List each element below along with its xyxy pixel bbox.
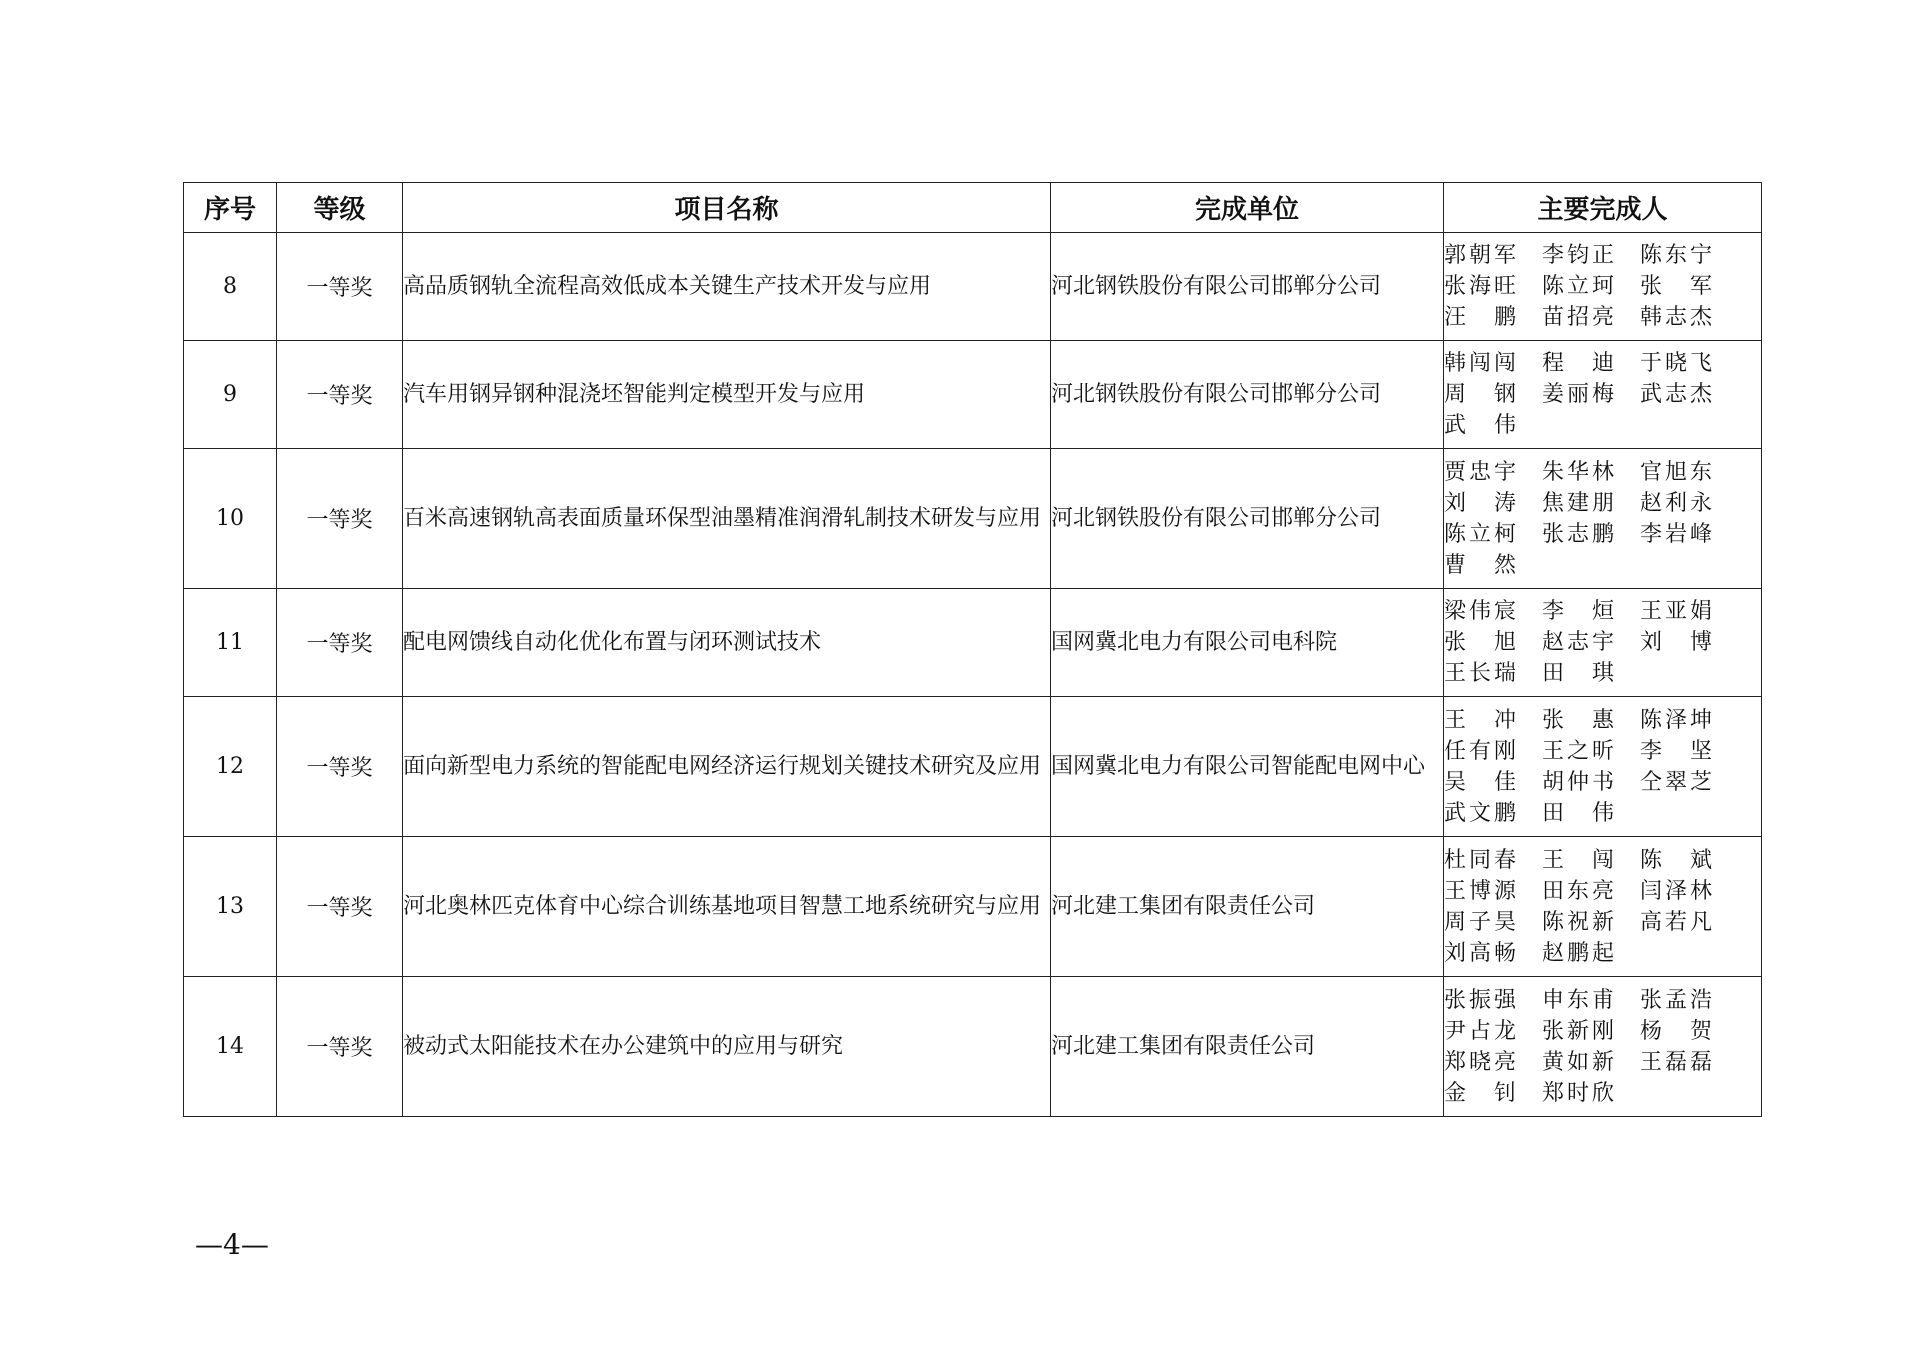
person-name: 杜同春	[1444, 847, 1516, 873]
person-name: 王亚娟	[1640, 599, 1712, 624]
row-people	[1444, 977, 1762, 1117]
people-grid	[1444, 240, 1761, 333]
person-name: 王博源	[1444, 878, 1516, 904]
people-grid	[1444, 985, 1761, 1109]
person-name: 于晓飞	[1640, 351, 1712, 376]
person-name: 田琪	[1542, 661, 1614, 686]
person-name: 王磊磊	[1640, 1049, 1712, 1075]
row-unit: 国网冀北电力有限公司智能配电网中心	[1051, 697, 1444, 837]
person-name: 曹然	[1444, 552, 1516, 578]
row-unit: 河北钢铁股份有限公司邯郸分公司	[1051, 341, 1444, 449]
person-name: 黄如新	[1542, 1049, 1614, 1075]
person-name: 刘涛	[1444, 490, 1516, 516]
person-name: 汪鹏	[1444, 305, 1516, 330]
people-grid	[1444, 845, 1761, 969]
person-name: 申东甫	[1542, 987, 1614, 1013]
row-project-name: 百米高速钢轨高表面质量环保型油墨精准润滑轧制技术研发与应用	[403, 449, 1051, 589]
row-project-name: 面向新型电力系统的智能配电网经济运行规划关键技术研究及应用	[403, 697, 1051, 837]
header-row	[184, 183, 1762, 233]
row-level: 一等奖	[277, 697, 403, 837]
person-name: 陈泽坤	[1640, 707, 1712, 733]
person-name: 贾忠宇	[1444, 459, 1516, 485]
row-level: 一等奖	[277, 977, 403, 1117]
header-people: 主要完成人	[1444, 183, 1762, 233]
person-name: 李坚	[1640, 738, 1712, 764]
row-unit: 国网冀北电力有限公司电科院	[1051, 589, 1444, 697]
person-name: 陈斌	[1640, 847, 1712, 873]
row-level: 一等奖	[277, 837, 403, 977]
row-project-name: 被动式太阳能技术在办公建筑中的应用与研究	[403, 977, 1051, 1117]
row-project-name: 配电网馈线自动化优化布置与闭环测试技术	[403, 589, 1051, 697]
person-name: 陈立柯	[1444, 521, 1516, 547]
person-name: 韩志杰	[1640, 305, 1712, 330]
row-people	[1444, 837, 1762, 977]
person-name: 田伟	[1542, 800, 1614, 826]
person-name: 程迪	[1542, 351, 1614, 376]
row-number: 11	[184, 589, 277, 697]
person-name: 张新刚	[1542, 1018, 1614, 1044]
person-name: 刘博	[1640, 630, 1712, 655]
row-number: 9	[184, 341, 277, 449]
person-name: 王冲	[1444, 707, 1516, 733]
row-number: 13	[184, 837, 277, 977]
table-header	[184, 183, 1762, 233]
row-level: 一等奖	[277, 341, 403, 449]
person-name: 仝翠芝	[1640, 769, 1712, 795]
row-project-name: 河北奥林匹克体育中心综合训练基地项目智慧工地系统研究与应用	[403, 837, 1051, 977]
award-table	[183, 182, 1762, 1117]
row-project-name: 高品质钢轨全流程高效低成本关键生产技术开发与应用	[403, 233, 1051, 341]
person-name: 朱华林	[1542, 459, 1614, 485]
header-unit: 完成单位	[1051, 183, 1444, 233]
row-people	[1444, 449, 1762, 589]
row-number: 10	[184, 449, 277, 589]
person-name: 张旭	[1444, 630, 1516, 655]
people-grid	[1444, 457, 1761, 581]
person-name: 李岩峰	[1640, 521, 1712, 547]
row-unit: 河北钢铁股份有限公司邯郸分公司	[1051, 449, 1444, 589]
person-name: 陈祝新	[1542, 909, 1614, 935]
person-name: 金钊	[1444, 1080, 1516, 1106]
person-name: 武志杰	[1640, 382, 1712, 407]
person-name: 尹占龙	[1444, 1018, 1516, 1044]
person-name: 胡仲书	[1542, 769, 1614, 795]
row-people	[1444, 341, 1762, 449]
table-row	[184, 697, 1762, 837]
person-name: 韩闯闯	[1444, 351, 1516, 376]
person-name: 闫泽林	[1640, 878, 1712, 904]
person-name: 赵志宇	[1542, 630, 1614, 655]
person-name: 杨贺	[1640, 1018, 1712, 1044]
table-row	[184, 449, 1762, 589]
person-name: 张海旺	[1444, 274, 1516, 299]
row-level: 一等奖	[277, 589, 403, 697]
person-name: 王闯	[1542, 847, 1614, 873]
person-name: 张惠	[1542, 707, 1614, 733]
header-level: 等级	[277, 183, 403, 233]
table-row	[184, 341, 1762, 449]
people-grid	[1444, 348, 1761, 441]
person-name: 张军	[1640, 274, 1712, 299]
person-name: 张振强	[1444, 987, 1516, 1013]
person-name: 刘高畅	[1444, 940, 1516, 966]
row-people	[1444, 697, 1762, 837]
person-name: 苗招亮	[1542, 305, 1614, 330]
people-grid	[1444, 596, 1761, 689]
table-row	[184, 589, 1762, 697]
person-name: 吴佳	[1444, 769, 1516, 795]
person-name: 高若凡	[1640, 909, 1712, 935]
person-name: 田东亮	[1542, 878, 1614, 904]
row-unit: 河北建工集团有限责任公司	[1051, 977, 1444, 1117]
row-level: 一等奖	[277, 233, 403, 341]
person-name: 姜丽梅	[1542, 382, 1614, 407]
row-number: 12	[184, 697, 277, 837]
row-unit: 河北钢铁股份有限公司邯郸分公司	[1051, 233, 1444, 341]
table-body	[184, 233, 1762, 1117]
person-name: 梁伟宸	[1444, 599, 1516, 624]
person-name: 任有刚	[1444, 738, 1516, 764]
header-project: 项目名称	[403, 183, 1051, 233]
people-grid	[1444, 705, 1761, 829]
row-number: 14	[184, 977, 277, 1117]
row-unit: 河北建工集团有限责任公司	[1051, 837, 1444, 977]
row-number: 8	[184, 233, 277, 341]
person-name: 王长瑞	[1444, 661, 1516, 686]
person-name: 陈东宁	[1640, 243, 1712, 268]
person-name: 张志鹏	[1542, 521, 1614, 547]
person-name: 王之昕	[1542, 738, 1614, 764]
person-name: 武文鹏	[1444, 800, 1516, 826]
person-name: 周子昊	[1444, 909, 1516, 935]
person-name: 焦建朋	[1542, 490, 1614, 516]
person-name: 郑时欣	[1542, 1080, 1614, 1106]
person-name: 郭朝军	[1444, 243, 1516, 268]
row-level: 一等奖	[277, 449, 403, 589]
person-name: 周钢	[1444, 382, 1516, 407]
row-project-name: 汽车用钢异钢种混浇坯智能判定模型开发与应用	[403, 341, 1051, 449]
person-name: 李钧正	[1542, 243, 1614, 268]
page-number: —4—	[195, 1228, 269, 1261]
table-row	[184, 977, 1762, 1117]
person-name: 赵鹏起	[1542, 940, 1614, 966]
row-people	[1444, 233, 1762, 341]
person-name: 郑晓亮	[1444, 1049, 1516, 1075]
person-name: 武伟	[1444, 413, 1516, 438]
header-num: 序号	[184, 183, 277, 233]
table-row	[184, 233, 1762, 341]
person-name: 陈立珂	[1542, 274, 1614, 299]
person-name: 张孟浩	[1640, 987, 1712, 1013]
person-name: 李烜	[1542, 599, 1614, 624]
table-row	[184, 837, 1762, 977]
person-name: 赵利永	[1640, 490, 1712, 516]
person-name: 官旭东	[1640, 459, 1712, 485]
row-people	[1444, 589, 1762, 697]
